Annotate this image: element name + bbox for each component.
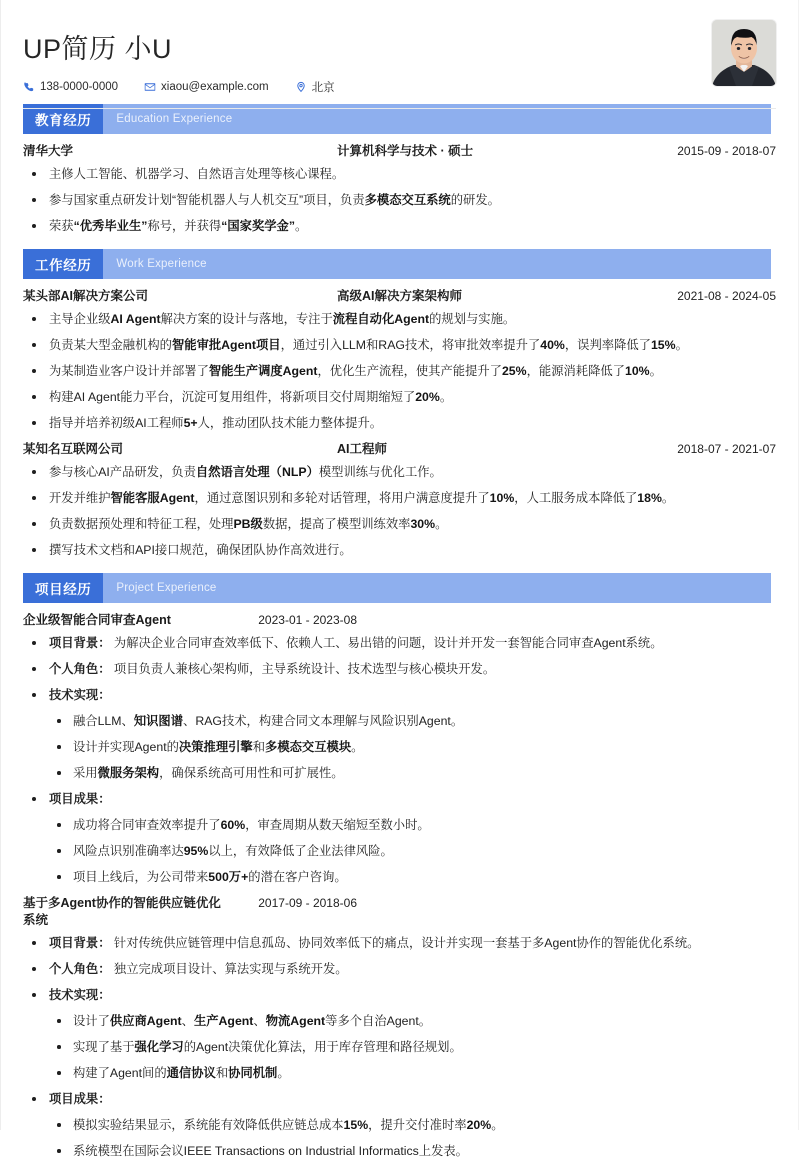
section-header-bar [23, 249, 771, 279]
sub-bullet-item: 项目上线后，为公司带来500万+的潜在客户咨询。 [49, 869, 776, 886]
project-name: 企业级智能合同审查Agent [23, 613, 171, 627]
entry-bullet-list [23, 166, 776, 235]
bullet-item: 负责数据预处理和特征工程，处理PB级数据，提高了模型训练效率30%。 [23, 516, 776, 533]
header-divider [23, 108, 776, 109]
bullet-item: 参与核心AI产品研发，负责自然语言处理（NLP）模型训练与优化工作。 [23, 464, 776, 481]
experience-entry [23, 441, 776, 559]
bullet-label: 技术实现： [49, 688, 111, 702]
sub-bullet-item: 构建了Agent间的通信协议和协同机制。 [49, 1065, 776, 1082]
section-title-en: Project Experience [116, 582, 217, 594]
bullet-label: 技术实现： [49, 988, 111, 1002]
bullet-item: 荣获“优秀毕业生”称号，并获得“国家奖学金”。 [23, 218, 776, 235]
sub-bullet-item: 系统模型在国际会议IEEE Transactions on Industrial Informatics上发表。 [49, 1143, 776, 1160]
bullet-item [23, 1091, 776, 1160]
resume-section [23, 573, 776, 1160]
bullet-item [23, 635, 776, 652]
bullet-text: 针对传统供应链管理中信息孤岛、协同效率低下的痛点，设计并实现一套基于多Agent协作的智能优化系统。 [110, 936, 700, 950]
bullet-label: 项目成果： [49, 1092, 111, 1106]
avatar [712, 20, 776, 86]
phone-icon [23, 81, 35, 93]
sub-bullet-item: 采用微服务架构，确保系统高可用性和可扩展性。 [49, 765, 776, 782]
contact-phone-value: 138-0000-0000 [40, 81, 119, 93]
bullet-item: 开发并维护智能客服Agent，通过意图识别和多轮对话管理，将用户满意度提升了10%，人工服务成本降低了18%。 [23, 490, 776, 507]
contact-location [295, 79, 335, 95]
project-header [23, 612, 776, 629]
bullet-item: 构建AI Agent能力平台，沉淀可复用组件，将新项目交付周期缩短了20%。 [23, 389, 776, 406]
mail-icon [144, 81, 156, 93]
bullet-item: 指导并培养初级AI工程师5+人，推动团队技术能力整体提升。 [23, 415, 776, 432]
sub-bullet-list [49, 817, 776, 886]
experience-entry [23, 143, 776, 235]
bullet-label: 项目背景： [49, 636, 111, 650]
sub-bullet-item: 融合LLM、知识图谱、RAG技术，构建合同文本理解与风险识别Agent。 [49, 713, 776, 730]
entry-organization: 某头部AI解决方案公司 [23, 289, 149, 303]
bullet-item [23, 935, 776, 952]
bullet-item: 负责某大型金融机构的智能审批Agent项目，通过引入LLM和RAG技术，将审批效率提升了40%，误判率降低了15%。 [23, 337, 776, 354]
bullet-item: 撰写技术文档和API接口规范，确保团队协作高效进行。 [23, 542, 776, 559]
bullet-label: 个人角色： [49, 662, 111, 676]
bullet-item [23, 987, 776, 1082]
project-bullet-list [23, 635, 776, 886]
bullet-label: 项目背景： [49, 936, 111, 950]
entry-organization: 某知名互联网公司 [23, 442, 124, 456]
bullet-item [23, 687, 776, 782]
section-title-cn: 工作经历 [23, 249, 103, 279]
section-title-cn: 教育经历 [23, 104, 103, 134]
bullet-item [23, 961, 776, 978]
bullet-item [23, 661, 776, 678]
sub-bullet-item: 设计并实现Agent的决策推理引擎和多模态交互模块。 [49, 739, 776, 756]
bullet-text: 独立完成项目设计、算法实现与系统开发。 [110, 962, 348, 976]
entry-bullet-list [23, 464, 776, 559]
entry-role: 高级AI解决方案架构师 [337, 289, 463, 303]
section-title-en: Work Experience [116, 258, 207, 270]
entry-dates: 2015-09 - 2018-07 [677, 144, 776, 158]
bullet-item: 参与国家重点研发计划“智能机器人与人机交互”项目，负责多模态交互系统的研发。 [23, 192, 776, 209]
contact-location-value: 北京 [311, 82, 335, 94]
project-dates: 2023-01 - 2023-08 [258, 613, 357, 627]
project-entry [23, 895, 776, 1160]
project-name: 基于多Agent协作的智能供应链优化系统 [23, 896, 221, 927]
sub-bullet-list [49, 713, 776, 782]
sub-bullet-list [49, 1013, 776, 1082]
experience-entry [23, 288, 776, 432]
entry-dates: 2018-07 - 2021-07 [677, 442, 776, 456]
bullet-item [23, 791, 776, 886]
entry-dates: 2021-08 - 2024-05 [677, 289, 776, 303]
resume-header [23, 0, 776, 94]
bullet-text: 项目负责人兼核心架构师，主导系统设计、技术选型与核心模块开发。 [110, 662, 496, 676]
project-entry [23, 612, 776, 886]
entry-header [23, 441, 776, 458]
contact-phone [23, 81, 118, 93]
contact-email [144, 81, 269, 93]
sub-bullet-item: 模拟实验结果显示，系统能有效降低供应链总成本15%，提升交付准时率20%。 [49, 1117, 776, 1134]
entry-bullet-list [23, 311, 776, 432]
sub-bullet-item: 实现了基于强化学习的Agent决策优化算法，用于库存管理和路径规划。 [49, 1039, 776, 1056]
entry-role: 计算机科学与技术 · 硕士 [337, 144, 474, 158]
contact-row [23, 79, 776, 95]
page-title: UP简历 小U [23, 34, 173, 64]
resume-section [23, 249, 776, 559]
project-bullet-list [23, 935, 776, 1160]
project-header [23, 895, 776, 929]
contact-email-value: xiaou@example.com [161, 81, 269, 93]
sub-bullet-item: 成功将合同审查效率提升了60%，审查周期从数天缩短至数小时。 [49, 817, 776, 834]
bullet-item: 主导企业级AI Agent解决方案的设计与落地，专注于流程自动化Agent的规划与实施。 [23, 311, 776, 328]
entry-organization: 清华大学 [23, 144, 74, 158]
section-title-cn: 项目经历 [23, 573, 103, 603]
bullet-item: 为某制造业客户设计并部署了智能生产调度Agent，优化生产流程，使其产能提升了25%，能源消耗降低了10%。 [23, 363, 776, 380]
sub-bullet-list [49, 1117, 776, 1160]
resume-section [23, 104, 776, 235]
entry-role: AI工程师 [337, 442, 388, 456]
sections-container [23, 104, 776, 1160]
sub-bullet-item: 风险点识别准确率达95%以上，有效降低了企业法律风险。 [49, 843, 776, 860]
entry-header [23, 288, 776, 305]
bullet-label: 项目成果： [49, 792, 111, 806]
bullet-text: 为解决企业合同审查效率低下、依赖人工、易出错的问题，设计并开发一套智能合同审查Agent系统。 [110, 636, 663, 650]
bullet-item: 主修人工智能、机器学习、自然语言处理等核心课程。 [23, 166, 776, 183]
section-header-bar [23, 573, 771, 603]
project-dates: 2017-09 - 2018-06 [258, 896, 357, 910]
section-title-en: Education Experience [116, 113, 233, 125]
location-pin-icon [295, 81, 307, 93]
bullet-label: 个人角色： [49, 962, 111, 976]
sub-bullet-item: 设计了供应商Agent、生产Agent、物流Agent等多个自治Agent。 [49, 1013, 776, 1030]
entry-header [23, 143, 776, 160]
